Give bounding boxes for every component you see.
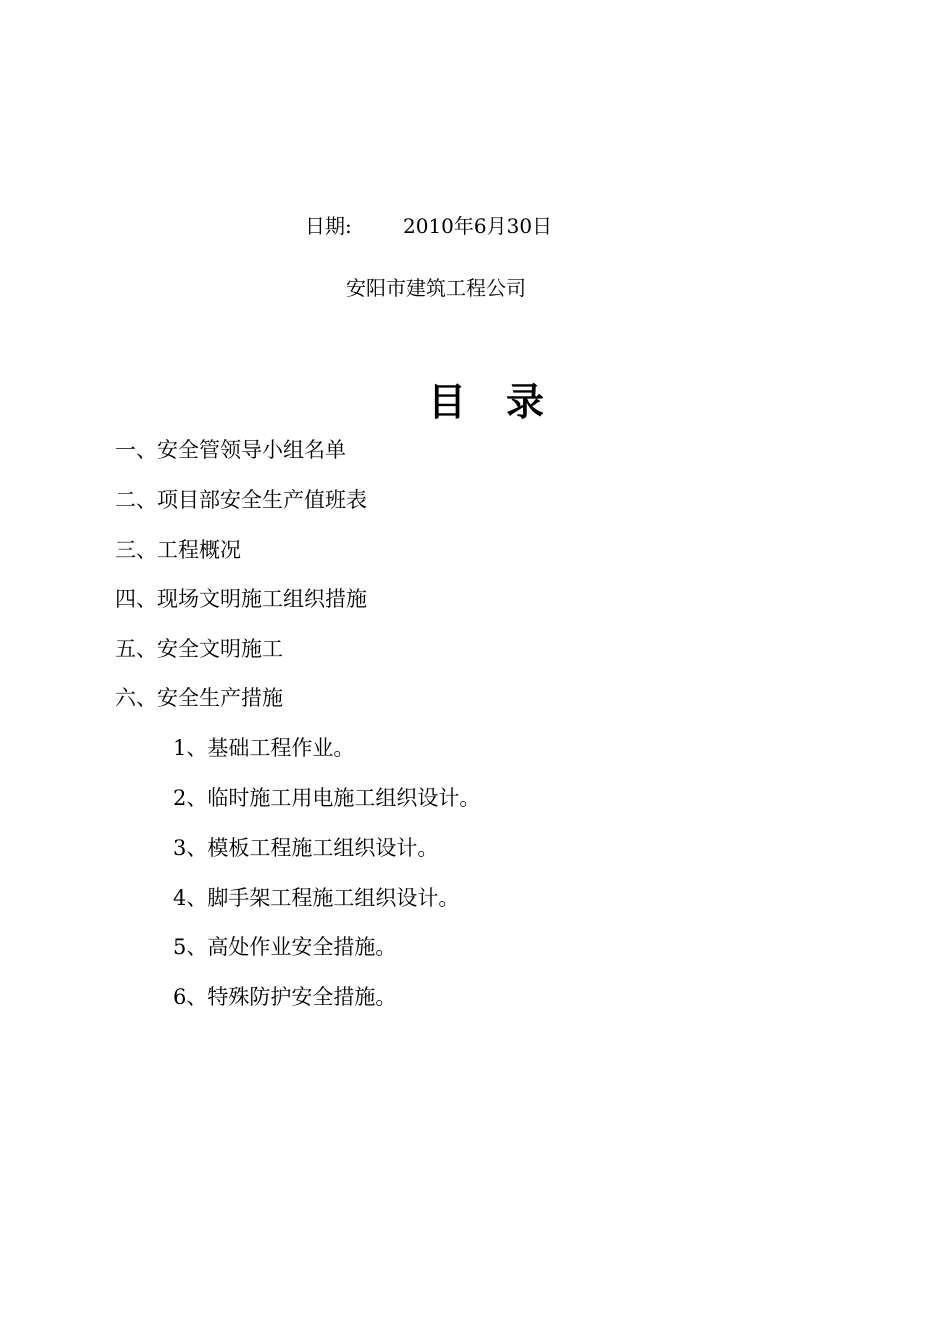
toc-subitem: 5、高处作业安全措施。: [173, 935, 397, 959]
toc-subitem: 4、脚手架工程施工组织设计。: [173, 886, 460, 910]
toc-item: 三、工程概况: [115, 538, 241, 562]
date-value: 2010年6月30日: [403, 214, 553, 238]
toc-item: 五、安全文明施工: [115, 637, 283, 661]
company-name: 安阳市建筑工程公司: [346, 276, 526, 300]
toc-item: 四、现场文明施工组织措施: [115, 587, 367, 611]
toc-title: 目录: [428, 379, 585, 424]
toc-subitem: 2、临时施工用电施工组织设计。: [173, 786, 481, 810]
toc-item: 六、安全生产措施: [115, 686, 283, 710]
toc-item: 一、安全管领导小组名单: [115, 438, 346, 462]
toc-item: 二、项目部安全生产值班表: [115, 488, 367, 512]
toc-subitem: 1、基础工程作业。: [173, 736, 355, 760]
date-label: 日期:: [305, 214, 352, 238]
toc-subitem: 3、模板工程施工组织设计。: [173, 836, 439, 860]
toc-subitem: 6、特殊防护安全措施。: [173, 985, 397, 1009]
